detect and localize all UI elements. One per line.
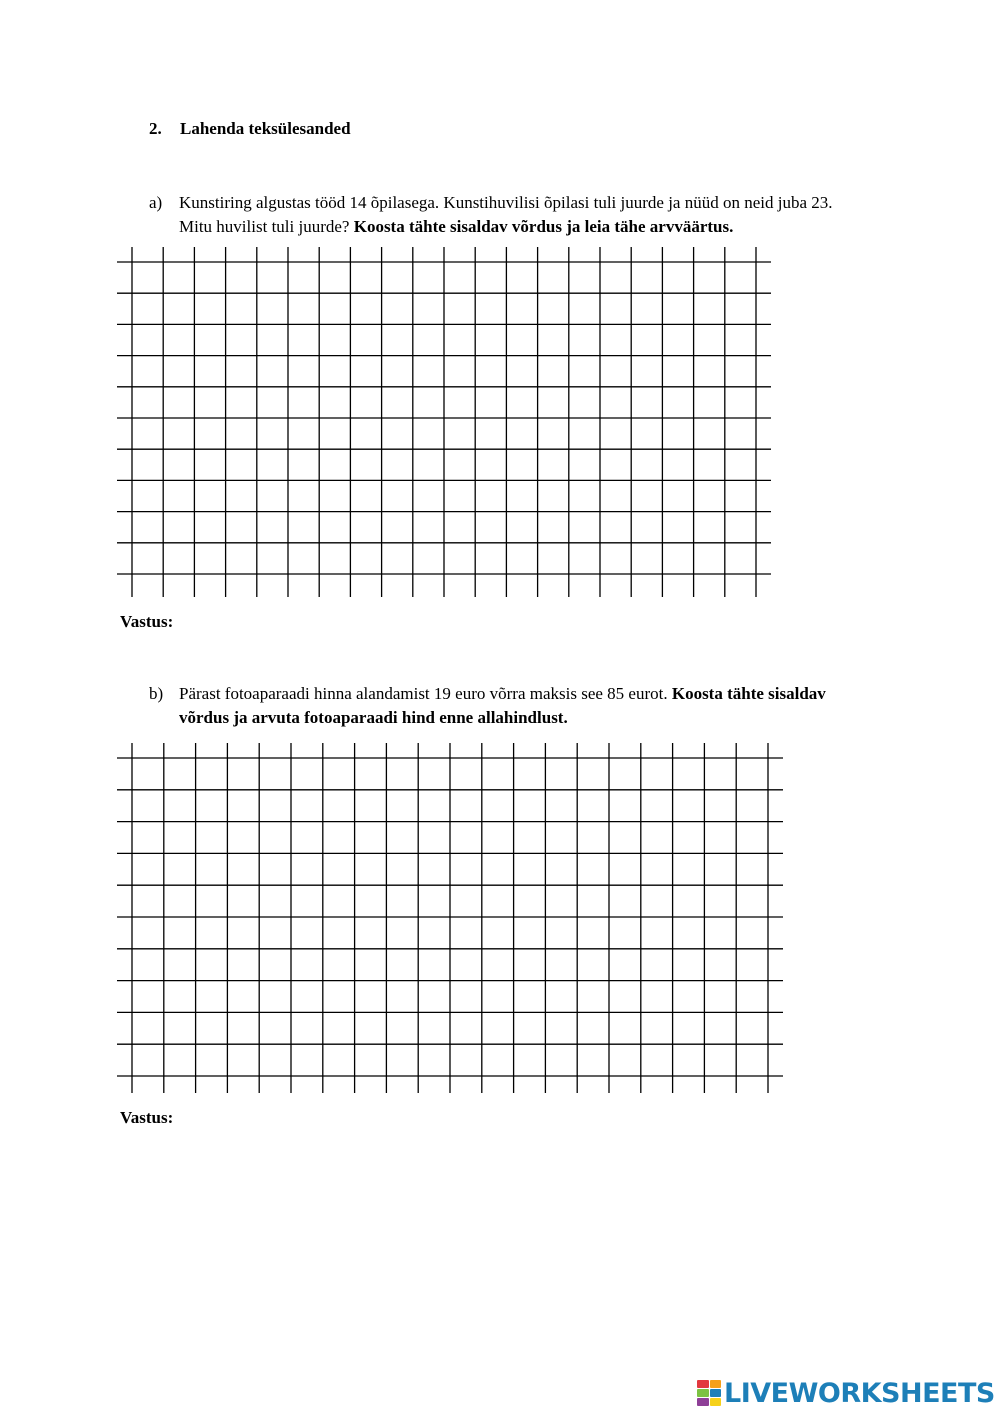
answer-label-b: Vastus: xyxy=(120,1108,174,1127)
section-title: Lahenda teksülesanded xyxy=(180,119,351,138)
task-b-text: Pärast fotoaparaadi hinna alandamist 19 euro võrra maksis see 85 eurot. xyxy=(179,684,672,703)
task-a-label: a) xyxy=(149,193,163,212)
answer-label-a: Vastus: xyxy=(120,612,174,631)
task-a-instruction: Koosta tähte sisaldav võrdus ja leia tähe arvväärtus. xyxy=(353,217,734,236)
section-heading xyxy=(149,119,351,139)
logo-block-2 xyxy=(710,1380,722,1388)
task-a-text-block xyxy=(179,191,869,239)
answer-grid-b[interactable] xyxy=(117,743,787,1093)
logo-block-1 xyxy=(697,1380,709,1388)
logo-block-3 xyxy=(697,1389,709,1397)
task-a-text: Kunstiring algustas tööd 14 õpilasega. Kunstihuvilisi õpilasi tuli juurde ja nüüd on neid juba 23. Mitu huvilist tuli juurde? xyxy=(179,193,833,236)
answer-grid-a[interactable] xyxy=(117,247,777,597)
logo-block-5 xyxy=(697,1398,709,1406)
logo-text: LIVEWORKSHEETS xyxy=(724,1377,995,1409)
logo-block-6 xyxy=(710,1398,722,1406)
task-b-instruction: Koosta tähte sisaldav võrdus ja arvuta fotoaparaadi hind enne allahindlust. xyxy=(179,684,826,727)
task-b-label: b) xyxy=(149,684,164,703)
logo-block-4 xyxy=(710,1389,722,1397)
logo-mark-icon xyxy=(697,1380,721,1406)
task-a xyxy=(149,191,869,239)
liveworksheets-logo[interactable] xyxy=(697,1378,995,1408)
task-b xyxy=(149,682,839,730)
task-b-text-block xyxy=(179,682,839,730)
section-number: 2. xyxy=(149,119,162,138)
